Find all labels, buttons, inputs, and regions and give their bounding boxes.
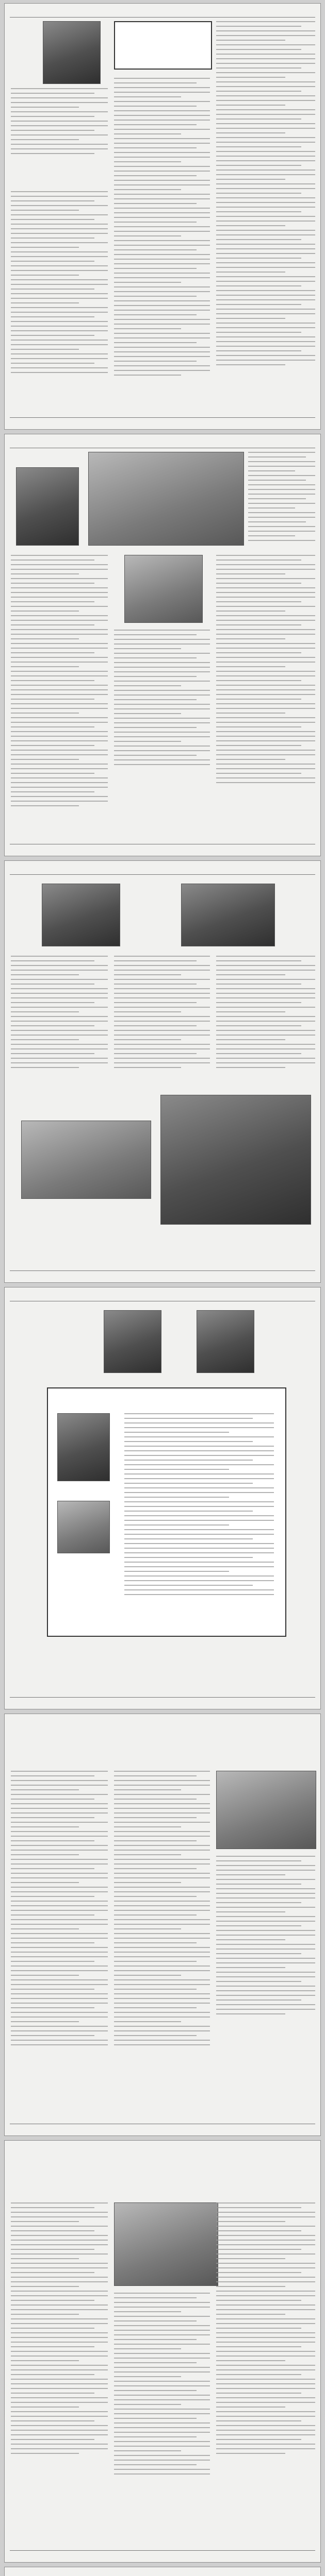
- group-photo: [114, 2202, 218, 2286]
- article-title-box: [114, 21, 212, 70]
- page-6: [4, 2140, 321, 2563]
- page-2: [4, 434, 321, 856]
- page-footer: [10, 1697, 315, 1706]
- page-header: [10, 437, 315, 448]
- page-3: [4, 860, 321, 1283]
- page-footer: [10, 2550, 315, 2559]
- group-photo: [88, 452, 244, 546]
- page-1: [4, 3, 321, 430]
- page-footer: [10, 1270, 315, 1279]
- flower-image: [57, 1501, 110, 1553]
- portrait-photo: [43, 21, 101, 84]
- page-header: [10, 864, 315, 875]
- memorial-portrait: [57, 1413, 110, 1481]
- inline-photo: [124, 555, 203, 623]
- page-header: [10, 7, 315, 18]
- portrait-photo: [104, 1310, 161, 1373]
- group-photo: [160, 1095, 311, 1225]
- building-photo: [216, 1771, 316, 1849]
- portrait-photo: [42, 884, 120, 946]
- page-banner: [15, 2161, 310, 2192]
- portrait-photo: [16, 467, 79, 546]
- portrait-photo: [197, 1310, 254, 1373]
- page-4: [4, 1287, 321, 1709]
- page-5: [4, 1714, 321, 2136]
- page-footer: [10, 844, 315, 853]
- page-header: [10, 2570, 315, 2576]
- group-photo: [21, 1121, 151, 1199]
- page-header: [10, 1291, 315, 1301]
- page-footer: [10, 417, 315, 426]
- portrait-photo: [181, 884, 275, 946]
- page-7: [4, 2567, 321, 2576]
- page-footer: [10, 2124, 315, 2132]
- page-banner: [15, 1733, 310, 1764]
